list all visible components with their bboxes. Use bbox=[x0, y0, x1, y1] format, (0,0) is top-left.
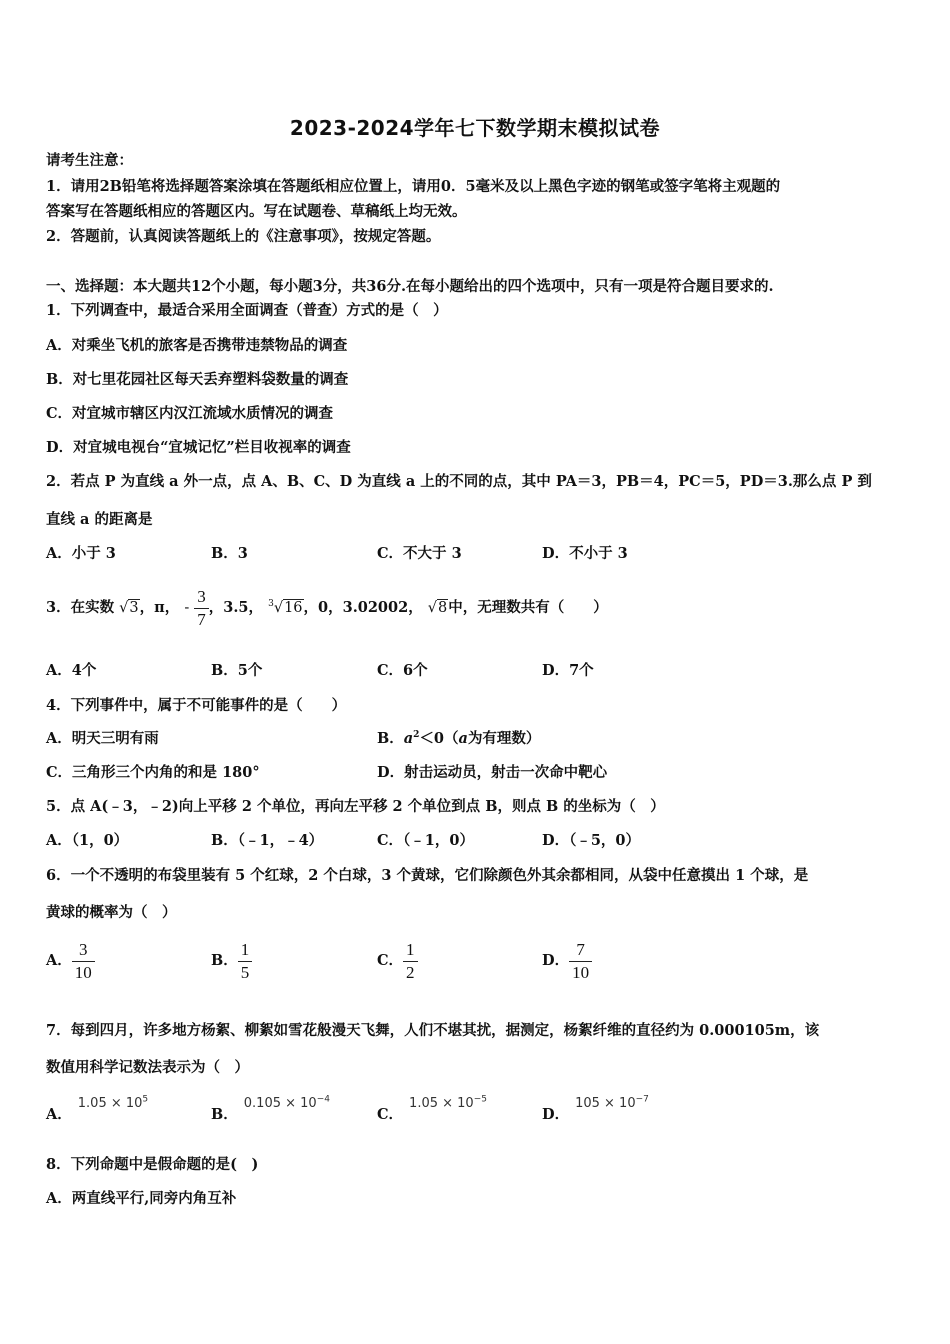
q6-option-a: A． $\frac{3}{10}$ bbox=[46, 938, 95, 984]
notice-line-2: 2．答题前，认真阅读答题纸上的《注意事项》，按规定答题。 bbox=[46, 228, 441, 245]
q1-option-b: B．对七里花园社区每天丢弃塑料袋数量的调查 bbox=[46, 371, 349, 388]
q5-stem: 5．点 A(﹣3，﹣2)向上平移 2 个单位，再向左平移 2 个单位到点 B，则点 B 的坐标为（ ） bbox=[46, 798, 665, 815]
q3-fraction: $\frac{3}{7}$ bbox=[194, 586, 209, 631]
q2-option-c: C．不大于 3 bbox=[377, 545, 462, 562]
q4-option-a: A．明天三明有雨 bbox=[46, 730, 159, 747]
q6-stem-b: 黄球的概率为（ ） bbox=[46, 904, 177, 921]
q3-sqrt8: √8 bbox=[427, 600, 448, 616]
q8-stem: 8．下列命题中是假命题的是( ) bbox=[46, 1156, 259, 1173]
q4-option-b: B．$a^2<0(a$为有理数） bbox=[377, 730, 541, 747]
section-heading: 一、选择题：本大题共12个小题，每小题3分，共36分.在每小题给出的四个选项中，只有一项是符合题目要求的. bbox=[46, 278, 774, 295]
q7-option-c: C．$1.05 \times 10^{-5}$ bbox=[377, 1094, 487, 1123]
q6-stem-a: 6．一个不透明的布袋里装有 5 个红球，2 个白球，3 个黄球，它们除颜色外其余都相同，从袋中任意摸出 1 个球，是 bbox=[46, 867, 809, 884]
q2-option-b: B．3 bbox=[211, 545, 248, 562]
q5-option-d: D．（﹣5，0） bbox=[542, 832, 641, 849]
q3-option-b: B．5个 bbox=[211, 662, 263, 679]
q3-option-d: D．7个 bbox=[542, 662, 594, 679]
q2-option-a: A．小于 3 bbox=[46, 545, 116, 562]
q7-option-b: B．$0.105 \times 10^{-4}$ bbox=[211, 1094, 330, 1123]
q3-cbrt16: $^3$√16 bbox=[268, 599, 303, 616]
q1-option-c: C．对宜城市辖区内汉江流域水质情况的调查 bbox=[46, 405, 334, 422]
q4-stem: 4．下列事件中，属于不可能事件的是（ ） bbox=[46, 697, 347, 714]
q3-minus: - bbox=[184, 600, 190, 616]
q3-option-a: A．4个 bbox=[46, 662, 97, 679]
q3-pi: ，π， bbox=[139, 599, 180, 616]
q3-stem bbox=[46, 585, 608, 631]
q5-option-c: C．（﹣1，0） bbox=[377, 832, 474, 849]
q3-option-c: C．6个 bbox=[377, 662, 428, 679]
q8-option-a: A．两直线平行,同旁内角互补 bbox=[46, 1190, 237, 1207]
q3-sqrt3: √3 bbox=[119, 600, 139, 616]
q3-mid2: ，0，3.02002， bbox=[303, 599, 423, 616]
q7-option-a: A．$1.05 \times 10^5$ bbox=[46, 1094, 149, 1123]
notice-line-1a: 1．请用2B铅笔将选择题答案涂填在答题纸相应位置上，请用0．5毫米及以上黑色字迹的钢笔或签字笔将主观题的 bbox=[46, 178, 781, 195]
exam-title: 2023-2024学年七下数学期末模拟试卷 bbox=[289, 116, 661, 140]
q3-tail: 中，无理数共有（ ） bbox=[448, 599, 608, 616]
q6-option-d: D． $\frac{7}{10}$ bbox=[542, 938, 592, 984]
q4-option-d: D．射击运动员，射击一次命中靶心 bbox=[377, 764, 608, 781]
q1-option-a: A．对乘坐飞机的旅客是否携带违禁物品的调查 bbox=[46, 337, 348, 354]
q1-option-d: D．对宜城电视台“宜城记忆”栏目收视率的调查 bbox=[46, 439, 351, 456]
q5-option-a: A．（1，0） bbox=[46, 832, 129, 849]
q3-lead: 3．在实数 bbox=[46, 599, 115, 616]
q7-option-d: D．$105 \times 10^{-7}$ bbox=[542, 1094, 649, 1123]
q5-option-b: B．（﹣1，﹣4） bbox=[211, 832, 324, 849]
q3-mid: ，3.5， bbox=[208, 599, 264, 616]
q7-stem-b: 数值用科学记数法表示为（ ） bbox=[46, 1059, 249, 1076]
q2-stem-a: 2．若点 P 为直线 a 外一点，点 A、B、C、D 为直线 a 上的不同的点，其中 PA＝3，PB＝4，PC＝5，PD＝3.那么点 P 到 bbox=[46, 473, 872, 490]
q4-option-c: C．三角形三个内角的和是 180° bbox=[46, 764, 260, 781]
q2-option-d: D．不小于 3 bbox=[542, 545, 628, 562]
q6-option-b: B． $\frac{1}{5}$ bbox=[211, 938, 252, 984]
notice-line-1b: 答案写在答题纸相应的答题区内。写在试题卷、草稿纸上均无效。 bbox=[46, 203, 467, 220]
q6-option-c: C． $\frac{1}{2}$ bbox=[377, 938, 418, 984]
q2-stem-b: 直线 a 的距离是 bbox=[46, 511, 153, 528]
q7-stem-a: 7．每到四月，许多地方杨絮、柳絮如雪花般漫天飞舞，人们不堪其扰，据测定，杨絮纤维的直径约为 0.000105m，该 bbox=[46, 1022, 820, 1039]
notice-heading: 请考生注意： bbox=[46, 152, 133, 169]
q1-stem: 1．下列调查中，最适合采用全面调查（普查）方式的是（ ） bbox=[46, 302, 448, 319]
